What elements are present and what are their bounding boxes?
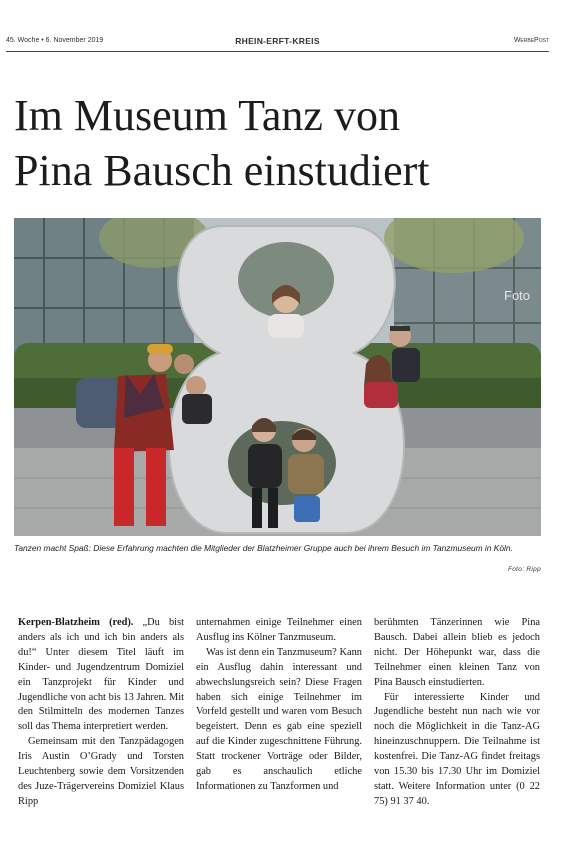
issue-date: 45. Woche • 6. November 2019 [6, 37, 104, 44]
person-body [248, 444, 282, 488]
person-body [268, 314, 304, 338]
article-paragraph: Für interessierte Kinder und Jugendliche besteht nun nach wie vor noch die Möglichkeit in die Tanz-AG hineinzuschnuppern. Die Teilnahme ist kostenfrei. Die Tanz-AG findet freitags von 15.30 bis 17.30 Uhr im Domiziel statt. Weitere Information unter (0 22 75) 91 37 40. [374, 691, 540, 807]
person-body [288, 454, 324, 494]
section-title: RHEIN-ERFT-KREIS [235, 36, 320, 46]
article-column-3 [374, 616, 540, 810]
article-dateline: Kerpen-Blatzheim (red). [18, 617, 134, 628]
publication-name: WerbePost [513, 37, 549, 44]
article-paragraph: unternahmen einige Teilnehmer einen Ausflug ins Kölner Tanzmuseum. [196, 617, 362, 643]
article-column-2 [196, 616, 362, 795]
article-paragraph [18, 616, 184, 735]
article-column-1 [18, 616, 184, 810]
headline [14, 88, 544, 198]
photo-caption: Tanzen macht Spaß: Diese Erfahrung machten die Mitglieder der Blatzheimer Gruppe auch bei ihrem Besuch im Tanzmuseum in Köln. [14, 543, 513, 553]
article-paragraph: Gemeinsam mit den Tanzpädagogen Iris Austin O’Grady und Torsten Leuchtenberg sowie dem Vorsitzenden des Juze-Trägervereins Domiziel Klaus Ripp [18, 736, 184, 807]
headline-line-1: Im Museum Tanz von [14, 91, 400, 140]
photo-credit: Foto: Ripp [508, 566, 541, 573]
backpack [76, 378, 122, 428]
photo-illustration [14, 218, 541, 536]
headline-line-2: Pina Bausch einstudiert [14, 146, 430, 195]
building-sign: Foto [504, 288, 531, 303]
header-rule [6, 51, 549, 52]
article-paragraph: Was ist denn ein Tanzmuseum? Kann ein Ausflug dahin interessant und abwechslungsreich sein? Diese Fragen haben sich einige Teilnehmer im Vorfeld gestellt und waren vom Besuch begeistert. Denn es gab eine speziell auf die Kinder zugeschnittene Führung. Statt trockener Vorträge oder Bilder, gab es anschaulich etliche Informationen zu Tanzformen und [196, 646, 362, 792]
article-photo [14, 218, 541, 536]
person-legs [114, 448, 134, 526]
page-header [6, 36, 549, 50]
article-text: „Du bist anders als ich und ich bin anders als du!“ Unter diesem Titel läuft im Kinder- und Jugendzentrum Domiziel ein Tanzprojekt für Kinder und Jugendliche von acht bis 13 Jahren. Mit den Stilmitteln des modernen Tanzes soll das Thema interpretiert werden. [18, 617, 184, 733]
article-paragraph: berühmten Tänzerinnen wie Pina Bausch. Dabei allein blieb es jedoch nicht. Der Höhepunkt war, dass die Teilnehmer einen kleinen Tanz von Pina Bausch einstudierten. [374, 617, 540, 688]
